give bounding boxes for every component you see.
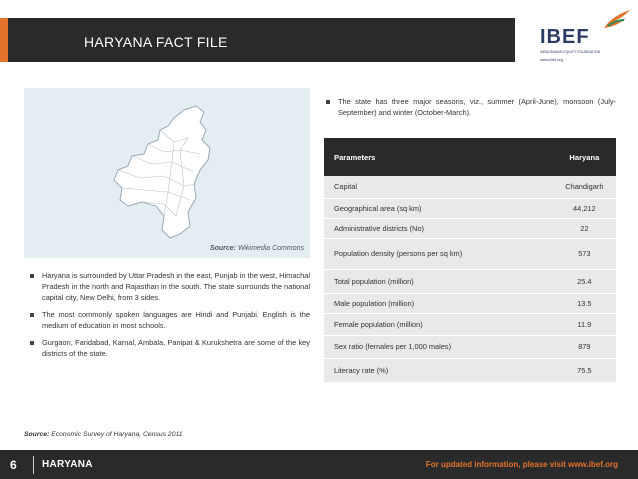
value-cell: 44,212 xyxy=(553,198,616,218)
footer-divider xyxy=(33,456,34,474)
header xyxy=(0,0,638,78)
table-row xyxy=(324,238,616,269)
parameter-cell: Male population (million) xyxy=(324,293,553,313)
fact-table xyxy=(324,138,616,383)
website-link[interactable]: For updated information, please visit www.ibef.org xyxy=(425,460,618,469)
title-bar xyxy=(0,18,515,62)
table-row xyxy=(324,269,616,293)
bird-icon xyxy=(602,8,632,32)
parameter-cell: Total population (million) xyxy=(324,269,553,293)
parameter-cell: Capital xyxy=(324,176,553,198)
table-row xyxy=(324,358,616,382)
parameter-cell: Sex ratio (females per 1,000 males) xyxy=(324,335,553,358)
map-source: Source: Wikimedia Commons xyxy=(209,245,304,252)
bullet-item: Haryana is surrounded by Uttar Pradesh in the east, Punjab in the west, Himachal Pradesh in the north and Rajasthan in the south. The state surrounds the national capital city, New Delhi, from 3 sides. xyxy=(30,270,310,303)
ibef-logo xyxy=(540,8,632,66)
parameter-cell: Administrative districts (No) xyxy=(324,218,553,238)
value-cell: Chandigarh xyxy=(553,176,616,198)
parameter-cell: Female population (million) xyxy=(324,313,553,335)
column-header: Haryana xyxy=(553,138,616,176)
page-number: 6 xyxy=(10,458,17,472)
table-row xyxy=(324,335,616,358)
value-cell: 75.5 xyxy=(553,358,616,382)
left-bullet-list xyxy=(30,270,310,365)
source-note: Source: Economic Survey of Haryana, Census 2011 xyxy=(24,431,183,438)
value-cell: 13.5 xyxy=(553,293,616,313)
haryana-map xyxy=(24,88,310,258)
value-cell: 573 xyxy=(553,238,616,269)
value-cell: 22 xyxy=(553,218,616,238)
value-cell: 879 xyxy=(553,335,616,358)
parameter-cell: Literacy rate (%) xyxy=(324,358,553,382)
logo-subtitle: INDIA BRAND EQUITY FOUNDATION xyxy=(540,50,601,54)
bullet-item: The state has three major seasons, viz., summer (April-June), monsoon (July-September) and winter (October-March). xyxy=(326,96,616,118)
logo-text: IBEF xyxy=(540,26,590,48)
seasons-bullet xyxy=(326,96,616,124)
map-image xyxy=(24,88,310,258)
table-header-row xyxy=(324,138,616,176)
table-row xyxy=(324,293,616,313)
footer-state: HARYANA xyxy=(42,459,93,470)
table-row xyxy=(324,218,616,238)
page-title: HARYANA FACT FILE xyxy=(84,34,228,50)
table-row xyxy=(324,198,616,218)
parameter-cell: Population density (persons per sq km) xyxy=(324,238,553,269)
column-header: Parameters xyxy=(324,138,553,176)
bullet-item: The most commonly spoken languages are Hindi and Punjabi. English is the medium of education in most schools. xyxy=(30,309,310,331)
accent-stripe xyxy=(0,18,8,62)
bullet-item: Gurgaon, Faridabad, Karnal, Ambala, Panipat & Kurukshetra are some of the key districts of the state. xyxy=(30,337,310,359)
table-row xyxy=(324,176,616,198)
value-cell: 25.4 xyxy=(553,269,616,293)
value-cell: 11.9 xyxy=(553,313,616,335)
parameter-cell: Geographical area (sq km) xyxy=(324,198,553,218)
footer xyxy=(0,450,638,479)
table-row xyxy=(324,313,616,335)
logo-url: www.ibef.org xyxy=(540,57,563,62)
